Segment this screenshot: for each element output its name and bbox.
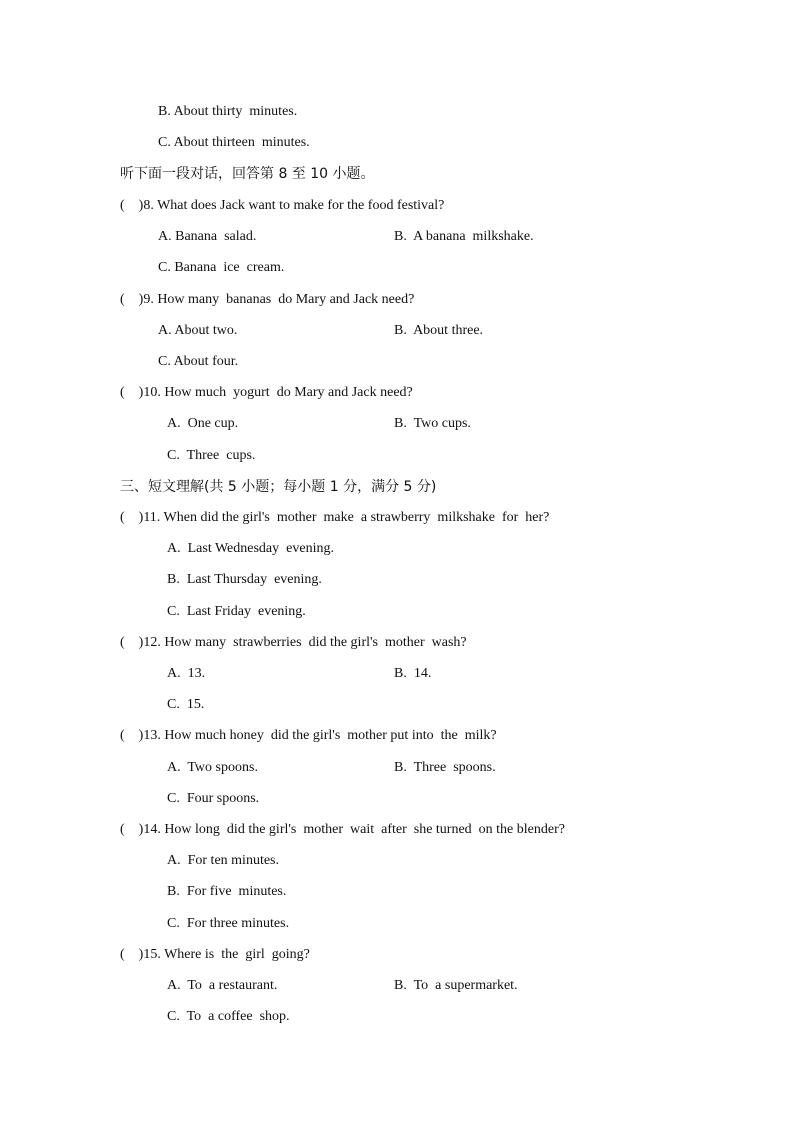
question-12-stem: ( )12. How many strawberries did the girl's mother wash? [120, 635, 467, 650]
question-12-option-c: C. 15. [167, 697, 205, 712]
question-9-stem: ( )9. How many bananas do Mary and Jack need? [120, 292, 415, 307]
question-9-option-b: B. About three. [394, 323, 484, 338]
question-11-stem: ( )11. When did the girl's mother make a strawberry milkshake for her? [120, 510, 550, 525]
question-9-option-c: C. About four. [158, 354, 239, 369]
question-8-stem: ( )8. What does Jack want to make for the food festival? [120, 198, 445, 213]
question-10-option-a: A. One cup. [167, 416, 239, 431]
section-three-title: 三、短文理解(共 5 小题；每小题 1 分，满分 5 分) [120, 479, 437, 495]
question-11-option-b: B. Last Thursday evening. [167, 572, 322, 587]
question-13-stem: ( )13. How much honey did the girl's mother put into the milk? [120, 728, 497, 743]
question-10-option-b: B. Two cups. [394, 416, 471, 431]
question-10-option-c: C. Three cups. [167, 448, 256, 463]
question-10-stem: ( )10. How much yogurt do Mary and Jack need? [120, 385, 413, 400]
question-11-option-c: C. Last Friday evening. [167, 604, 306, 619]
intro-option-c: C. About thirteen minutes. [158, 135, 310, 150]
question-14-option-a: A. For ten minutes. [167, 853, 279, 868]
question-8-option-a: A. Banana salad. [158, 229, 257, 244]
question-8-option-c: C. Banana ice cream. [158, 260, 285, 275]
question-15-option-b: B. To a supermarket. [394, 978, 518, 993]
question-14-option-c: C. For three minutes. [167, 916, 290, 931]
question-8-option-b: B. A banana milkshake. [394, 229, 534, 244]
section-instruction: 听下面一段对话，回答第 8 至 10 小题。 [120, 166, 375, 182]
question-14-option-b: B. For five minutes. [167, 884, 287, 899]
question-15-stem: ( )15. Where is the girl going? [120, 947, 310, 962]
question-15-option-a: A. To a restaurant. [167, 978, 278, 993]
question-13-option-b: B. Three spoons. [394, 760, 496, 775]
question-14-stem: ( )14. How long did the girl's mother wait after she turned on the blender? [120, 822, 565, 837]
question-15-option-c: C. To a coffee shop. [167, 1009, 290, 1024]
question-12-option-a: A. 13. [167, 666, 206, 681]
question-9-option-a: A. About two. [158, 323, 238, 338]
intro-option-b: B. About thirty minutes. [158, 104, 298, 119]
question-13-option-a: A. Two spoons. [167, 760, 258, 775]
question-11-option-a: A. Last Wednesday evening. [167, 541, 334, 556]
question-12-option-b: B. 14. [394, 666, 432, 681]
question-13-option-c: C. Four spoons. [167, 791, 260, 806]
